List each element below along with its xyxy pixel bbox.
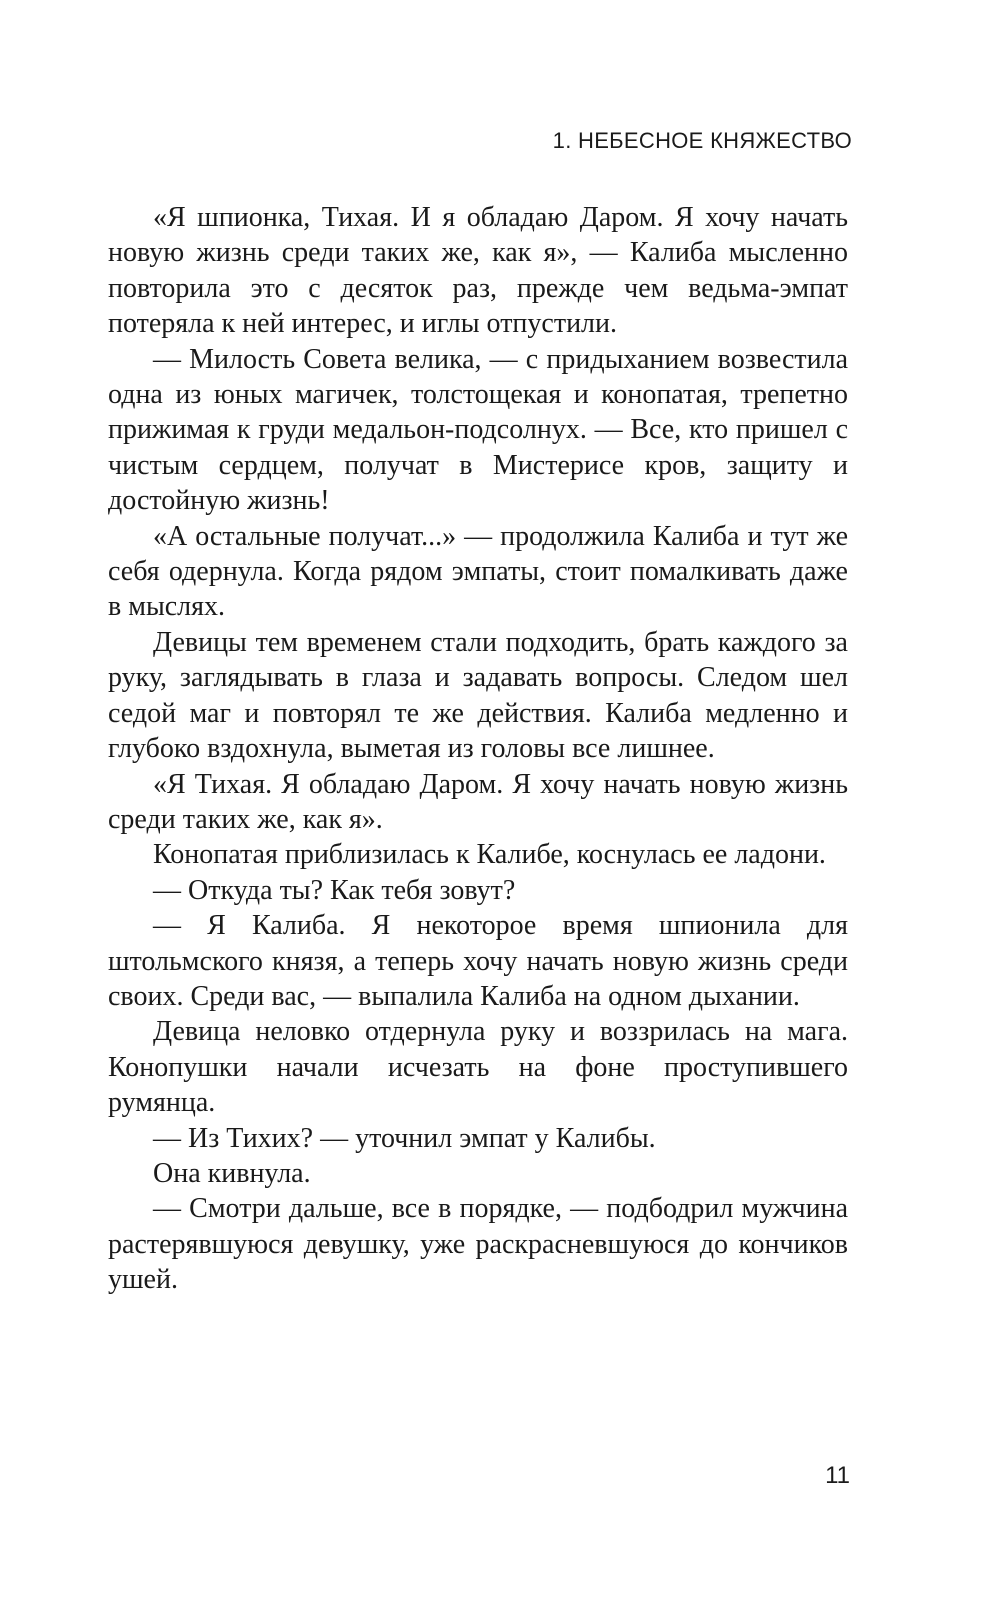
paragraph: — Откуда ты? Как тебя зовут?: [153, 874, 516, 906]
page-number: 11: [825, 1462, 850, 1489]
paragraph: «А остальные получат...» — продолжила Калиба и тут же себя одернула. Когда рядом эмпаты, стоит помалкивать даже в мыслях.: [108, 520, 848, 623]
running-head: 1. НЕБЕСНОЕ КНЯЖЕСТВО: [552, 128, 852, 153]
paragraph: Девица неловко отдернула руку и воззрилась на мага. Конопушки начали исчезать на фоне проступившего румянца.: [108, 1016, 848, 1119]
paragraph: Девицы тем временем стали подходить, брать каждого за руку, заглядывать в глаза и задавать вопросы. Следом шел седой маг и повторял те же действия. Калиба медленно и глубоко вздохнула, выметая из головы все лишнее.: [108, 626, 848, 765]
paragraph: «Я шпионка, Тихая. И я обладаю Даром. Я хочу начать новую жизнь среди таких же, как я», — Калиба мысленно повторила это с десяток раз, прежде чем ведьма-эмпат потеряла к ней интерес, и иглы отпустили.: [108, 202, 848, 340]
paragraph: Она кивнула.: [153, 1157, 311, 1189]
paragraph: — Милость Совета велика, — с придыханием возвестила одна из юных магичек, толстощекая и конопатая, трепетно прижимая к груди медальон-подсолнух. — Все, кто пришел с чистым сердцем, получат в Мистерисе кров, защиту и достойную жизнь!: [108, 343, 848, 517]
paragraph: — Смотри дальше, все в порядке, — подбодрил мужчина растерявшуюся девушку, уже раскрасневшуюся до кончиков ушей.: [108, 1193, 848, 1296]
paragraph: — Из Тихих? — уточнил эмпат у Калибы.: [153, 1122, 656, 1154]
paragraph: Конопатая приблизилась к Калибе, коснулась ее ладони.: [153, 839, 826, 871]
paragraph: «Я Тихая. Я обладаю Даром. Я хочу начать новую жизнь среди таких же, как я».: [108, 768, 848, 835]
body-text: [108, 200, 848, 1298]
paragraph: — Я Калиба. Я некоторое время шпионила для штольмского князя, а теперь хочу начать новую жизнь среди своих. Среди вас, — выпалила Калиба на одном дыхании.: [108, 910, 848, 1012]
